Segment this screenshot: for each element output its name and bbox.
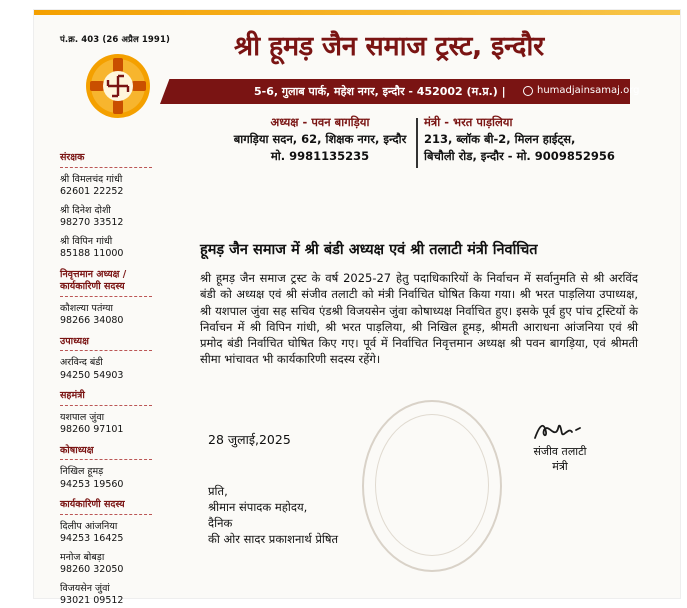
member-name: दिलीप आंजनिया — [60, 520, 118, 532]
sidebar-heading: निवृत्तमान अध्यक्ष / कार्यकारिणी सदस्य — [60, 268, 127, 292]
office-bearers-sidebar — [60, 152, 170, 608]
signatory — [510, 444, 610, 474]
member-phone: 98270 33512 — [60, 217, 124, 228]
member-name: श्री विमलचंद गांधी — [60, 173, 123, 185]
list-item — [60, 303, 170, 328]
member-name: कौशल्या पतंग्या — [60, 302, 113, 314]
list-item — [60, 583, 170, 608]
member-phone: 98266 34080 — [60, 315, 124, 326]
list-item — [60, 412, 170, 437]
divider — [60, 296, 152, 297]
member-phone: 98260 32050 — [60, 564, 124, 575]
recipient-line: प्रति, — [208, 484, 228, 498]
member-phone: 94253 19560 — [60, 478, 124, 490]
divider — [60, 350, 152, 351]
divider — [60, 459, 152, 460]
organization-address: 5-6, गुलाब पार्क, महेश नगर, इन्दौर - 452002 (म.प्र.) | — [254, 85, 506, 98]
member-phone: 94253 16425 — [60, 533, 124, 544]
list-item — [60, 174, 170, 199]
president-name: अध्यक्ष - पवन बागड़िया — [270, 115, 370, 129]
divider — [60, 514, 152, 515]
recipient-line: श्रीमान संपादक महोदय, — [208, 500, 308, 514]
secretary-address: 213, ब्लॉक बी-2, मिलन हाईट्स, — [424, 132, 576, 146]
watermark-seal-inner — [375, 414, 489, 556]
sidebar-heading: उपाध्यक्ष — [60, 335, 89, 347]
list-item — [60, 466, 170, 491]
recipient-line: दैनिक — [208, 516, 233, 530]
list-item — [60, 357, 170, 382]
member-name: यशपाल जुंवा — [60, 411, 105, 423]
signatory-name: संजीव तलाटी — [533, 445, 587, 458]
sidebar-heading: कोषाध्यक्ष — [60, 444, 94, 456]
list-item — [60, 236, 170, 261]
secretary-name: मंत्री - भरत पाड़लिया — [424, 115, 513, 129]
member-name: निखिल हूमड़ — [60, 466, 104, 477]
divider — [60, 405, 152, 406]
president-address: बागड़िया सदन, 62, शिक्षक नगर, इन्दौर — [233, 132, 407, 146]
recipient-line: की ओर सादर प्रकाशनार्थ प्रेषित — [208, 532, 339, 546]
letter-heading: हूमड़ जैन समाज में श्री बंडी अध्यक्ष एवं श्री तलाटी मंत्री निर्वाचित — [200, 242, 538, 258]
globe-icon — [523, 86, 533, 96]
member-phone: 98260 97101 — [60, 424, 124, 435]
signatory-role: मंत्री — [552, 460, 568, 473]
officials-divider — [416, 118, 418, 168]
list-item — [60, 552, 170, 577]
top-accent-strip — [34, 10, 680, 15]
member-name: श्री दिनेश दोशी — [60, 204, 111, 216]
divider — [60, 167, 152, 168]
member-name: अरविन्द बंडी — [60, 357, 103, 368]
member-phone: 85188 11000 — [60, 248, 124, 259]
letter-body: श्री हूमड़ जैन समाज ट्रस्ट के वर्ष 2025-27 हेतु पदाधिकारियों के निर्वाचन में सर्वानुमति से श्री अरविंद बंडी को अध्यक्ष एवं श्री संजीव तलाटी को मंत्री निर्वाचित घोषित किया गया। श्री भरत पाड़लिया उपाध्यक्ष, श्री यशपाल जुंवा सह सचिव एंडश्री विजयसेन जुंवा कोषाध्यक्ष निर्वाचित हुए। इसके पूर्व हुए पांच ट्रस्टियों के निर्वाचन में श्री विपिन गांधी, श्री भरत पाड़लिया, श्री निखिल हूमड़, श्रीमती आराधना आंजनिया एवं श्री प्रमोद बंडी निर्वाचित घोषित किए गए। पूर्व में निर्वाचित निवृत्तमान अध्यक्ष श्री पवन बागड़िया, एवं श्रीमती सीमा भांचावत भी कार्यकारिणी सदस्य रहेंगे। — [200, 271, 638, 367]
secretary-block — [424, 114, 644, 165]
organization-title: श्री हूमड़ जैन समाज ट्रस्ट, इन्दौर — [234, 31, 544, 62]
president-phone: मो. 9981135235 — [270, 149, 370, 163]
member-phone: 94250 54903 — [60, 369, 124, 381]
member-phone: 93021 09512 — [60, 595, 124, 606]
sidebar-heading: कार्यकारिणी सदस्य — [60, 499, 125, 510]
sidebar-heading: सहमंत्री — [60, 390, 85, 401]
website-link[interactable]: humadjainsamaj.org — [537, 85, 640, 96]
member-name: विजयसेन जुंवां — [60, 582, 110, 594]
member-name: श्री विपिन गांधी — [60, 235, 113, 247]
member-phone: 62601 22252 — [60, 186, 124, 197]
handwritten-signature — [532, 420, 582, 442]
president-block — [230, 114, 410, 165]
registration-number: पं.क्र. 403 (26 अप्रैल 1991) — [60, 35, 170, 45]
list-item — [60, 205, 170, 230]
sidebar-heading: संरक्षक — [60, 152, 85, 163]
list-item — [60, 521, 170, 546]
swastik-emblem-icon — [84, 52, 152, 120]
secretary-address-phone: बिचौली रोड, इन्दौर - मो. 9009852956 — [424, 149, 615, 163]
recipient-block — [208, 483, 338, 547]
letter-date: 28 जुलाई,2025 — [208, 432, 291, 447]
member-name: मनोज बोबड़ा — [60, 551, 105, 563]
